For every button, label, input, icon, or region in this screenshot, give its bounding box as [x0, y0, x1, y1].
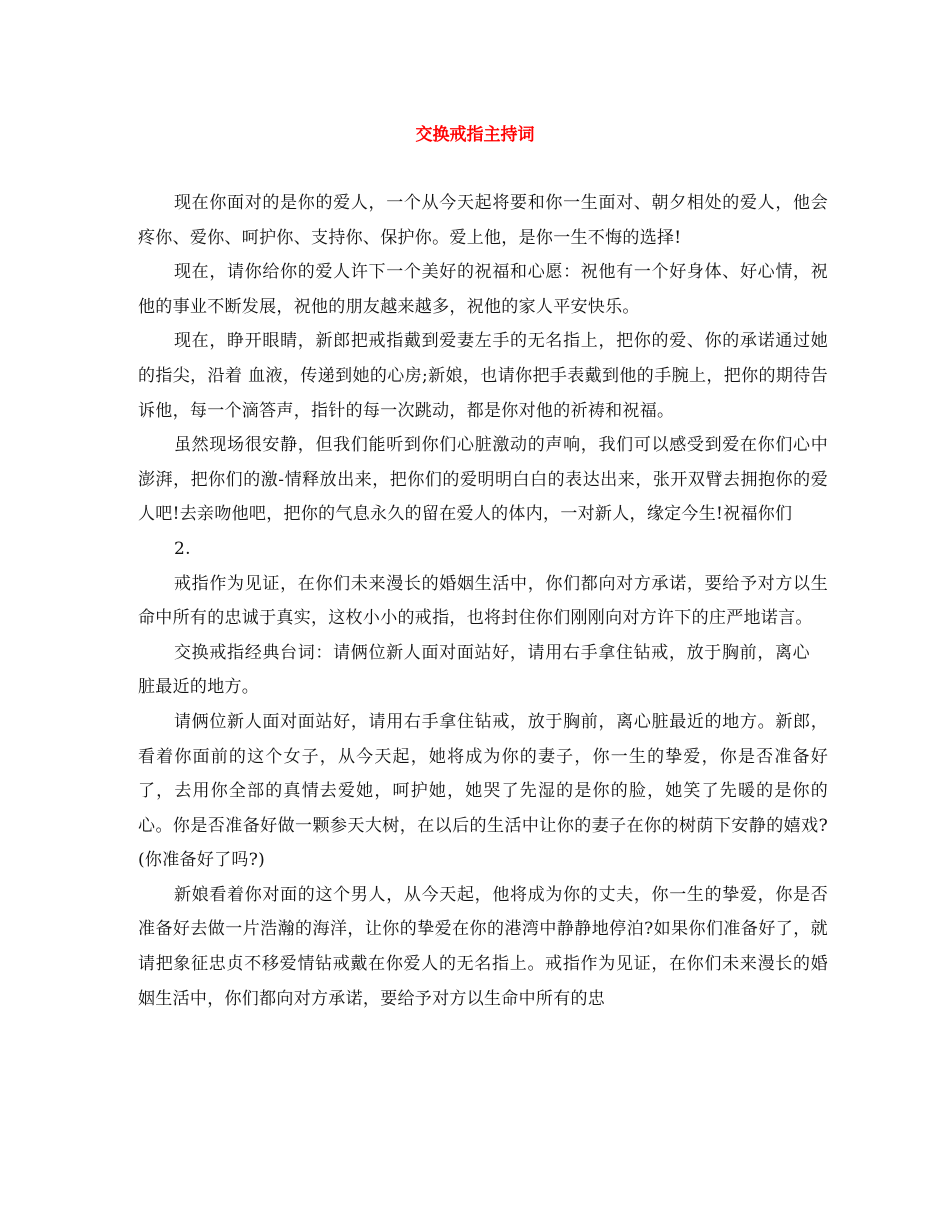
paragraph-8: 新娘看着你对面的这个男人，从今天起，他将成为你的丈夫，你一生的挚爱，你是否准备好去做一片浩瀚的海洋，让你的挚爱在你的港湾中静静地停泊?如果你们准备好了，就请把象征忠贞不移爱情钻戒戴在你爱人的无名指上。戒指作为见证，在你们未来漫长的婚姻生活中，你们都向对方承诺，要给予对方以生命中所有的忠 [138, 884, 828, 1009]
paragraph-7: 请俩位新人面对面站好，请用右手拿住钻戒，放于胸前，离心脏最近的地方。新郎，看着你面前的这个女子，从今天起，她将成为你的妻子，你一生的挚爱，你是否准备好了，去用你全部的真情去爱她，呵护她，她哭了先湿的是你的脸，她笑了先暖的是你的心。你是否准备好做一颗参天大树，在以后的生活中让你的妻子在你的树荫下安静的嬉戏?(你准备好了吗?) [138, 711, 828, 871]
paragraph-6: 交换戒指经典台词：请俩位新人面对面站好，请用右手拿住钻戒，放于胸前，离心脏最近的地方。 [138, 642, 810, 698]
paragraph-1: 现在你面对的是你的爱人，一个从今天起将要和你一生面对、朝夕相处的爱人，他会疼你、爱你、呵护你、支持你、保护你。爱上他，是你一生不悔的选择! [138, 193, 828, 248]
document-title: 交换戒指主持词 [415, 125, 535, 145]
paragraph-4: 虽然现场很安静，但我们能听到你们心脏激动的声响，我们可以感受到爱在你们心中澎湃，把你们的激-情释放出来，把你们的爱明明白白的表达出来，张开双臂去拥抱你的爱人吧!去亲吻他吧，把你的气息永久的留在爱人的体内，一对新人，缘定今生!祝福你们 [138, 435, 828, 525]
paragraph-5: 戒指作为见证，在你们未来漫长的婚姻生活中，你们都向对方承诺，要给予对方以生命中所有的忠诚于真实，这枚小小的戒指，也将封住你们刚刚向对方许下的庄严地诺言。 [138, 573, 828, 629]
section-number: 2. [174, 538, 191, 559]
paragraph-2: 现在，请你给你的爱人许下一个美好的祝福和心愿：祝他有一个好身体、好心情，祝他的事业不断发展，祝他的朋友越来越多，祝他的家人平安快乐。 [138, 262, 828, 317]
document-body [138, 186, 828, 1016]
paragraph-3: 现在，睁开眼睛，新郎把戒指戴到爱妻左手的无名指上，把你的爱、你的承诺通过她的指尖，沿着 血液，传递到她的心房;新娘，也请你把手表戴到他的手腕上，把你的期待告诉他，每一个滴答声，指针的每一次跳动，都是你对他的祈祷和祝福。 [138, 331, 828, 421]
